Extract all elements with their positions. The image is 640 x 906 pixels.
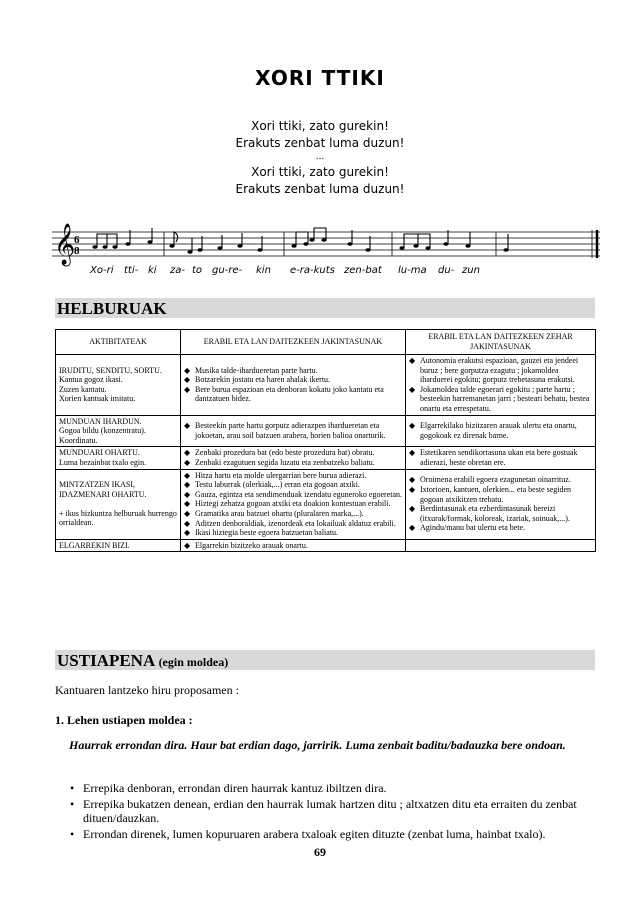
song-lyrics [0,118,640,198]
cross-knowledge-cell [406,415,596,447]
knowledge-cell [181,415,406,447]
list-item: ◆ Gramatika arau batzuei ohartu (pluralaren marka,...). [184,509,402,519]
score-syllable: to [192,265,203,276]
column-header: ERABIL ETA LAN DAITEZKEEN JAKINTASUNAK [181,330,406,355]
section-heading-helburuak: HELBURUAK [55,298,595,318]
list-item: • Errepika denboran, errondan diren haurrak kantuz ibiltzen dira. [68,781,598,795]
knowledge-cell [181,469,406,539]
list-item: ◆ Jokamoldea talde egoerari egokitu ; parte hartu ; besteekin harremanetan jarri ; besteari behatu, bestea onartu eta errespetatu. [409,385,592,414]
list-item: ◆ Elgarrekin bizitzeko arauak onartu. [184,541,402,551]
list-item: ◆ Hitza hartu eta molde ulergarrian bere burua adierazi. [184,471,402,481]
activity-line: + ikus hizkuntza helburuak hurrengo orrialdean. [59,508,177,528]
table-row [56,469,596,539]
activity-line: ELGARREKIN BIZI. [59,540,130,550]
activity-line: MUNDUAN IHARDUN. [59,416,142,426]
section-heading-text: USTIAPENA [57,651,155,670]
activity-line: MUNDUARI OHARTU. [59,448,140,458]
section-heading-ustiapena [55,650,595,670]
music-score [52,210,602,282]
score-syllable: du- [438,265,455,276]
table-row [56,355,596,416]
column-header: AKTIBITATEAK [56,330,181,355]
list-item: ◆ Musika talde-iharduеretan parte hartu. [184,366,402,376]
score-syllable: tti- [124,265,139,276]
activity-line: Kantua gogoz ikasi. [59,375,123,385]
list-item: ◆ Testu laburrak (olerkiak,...) erran eta gogoan atxiki. [184,480,402,490]
svg-text:𝄞: 𝄞 [54,224,76,265]
list-item: ◆ Aditzen denboraldiak, izenordeak eta lokailuak aldatuz erabili. [184,519,402,529]
intro-text: Kantuaren lantzeko hiru proposamen : [55,683,239,697]
list-item: ◆ Zenbaki ezagutuen segida luzatu eta zenbatzeko baliatu. [184,458,402,468]
column-header: ERABIL ETA LAN DAITEZKEEN ZEHAR JAKINTASUNAK [406,330,596,355]
list-item: ◆ Botzarekin jostatu eta haren ahalak ikertu. [184,375,402,385]
list-item: • Errondan direnek, lumen kopuruaren arabera txaloak egiten dituzte (zenbat luma, hainbat txalo). [68,827,598,841]
list-item: ◆ Ikasi hiztegia beste egoera batzuetan baliatu. [184,528,402,538]
knowledge-cell [181,539,406,552]
activity-line: Xorien kantuak imitatu. [59,394,136,404]
cross-knowledge-cell [406,447,596,469]
activity-line: MINTZATZEN IKASI, IDAZMENARI OHARTU. [59,480,147,500]
svg-text:6: 6 [74,234,80,246]
cross-knowledge-cell [406,355,596,416]
score-syllable: zen-bat [344,265,382,276]
section-subheading: (egin moldea) [158,655,229,669]
activity-line: Gogoa bildu (konzentratu). [59,426,146,436]
table-row [56,447,596,469]
list-item: ◆ Hiztegi zehatza gogoan atxiki eta doakion kontestuan erabili. [184,499,402,509]
score-syllable: zun [462,265,480,276]
activity-cell [56,469,181,539]
lyric-line: Erakuts zenbat luma duzun! [235,136,405,150]
score-syllable: ki [148,265,157,276]
activity-line: Koordinatu. [59,435,98,445]
list-item: • Errepika bukatzen denean, erdian den haurrak lumak hartzen ditu ; altxatzen ditu eta erraiten du zenbat dituen/dauzkan. [68,797,598,825]
table-row [56,539,596,552]
treble-clef-icon [54,223,75,266]
activity-line: IRUDITU, SENDITU, SORTU. [59,365,162,375]
cross-knowledge-cell [406,469,596,539]
table-header-row [56,330,596,355]
activity-line: Zuzen kantatu. [59,384,107,394]
list-item: ◆ Autonomia erakutsi espazioan, gauzei eta jendeei buruz ; bere gorputza ezagutu ; jokamoldea iharduerei egokitu; gorputz trebetasuna erakutsi. [409,356,592,385]
score-syllable: Xo-ri [90,265,114,276]
score-syllable: za- [170,265,185,276]
activity-cell [56,539,181,552]
step-description: Haurrak errondan dira. Haur bat erdian dago, jarririk. Luma zenbait baditu/badauzka bere ondoan. [69,738,566,752]
cross-knowledge-cell [406,539,596,552]
list-item: ◆ Ixtorioen, kantuen, olerkien... eta beste segiden gogoan atxikitzen trebatu. [409,485,592,504]
activity-line: Luma bezainbat txalo egin. [59,457,147,467]
activity-cell [56,415,181,447]
knowledge-cell [181,355,406,416]
list-item: ◆ Bere burua espazioan eta denboran kokatu joko kantatu eta dantzatuen bidez. [184,385,402,404]
list-item: ◆ Berdintasunak eta ezberdintasunak bereizi (itxurak/formak, koloreak, izariak, soinuak,...). [409,504,592,523]
step-title: 1. Lehen ustiapen moldea : [55,713,193,727]
page-title: XORI TTIKI [255,66,385,90]
score-syllable: e-ra-kuts [290,265,335,276]
instructions-list [68,781,598,843]
activity-cell [56,447,181,469]
score-syllable: lu-ma [398,265,427,276]
list-item: ◆ Besteekin parte hartu gorputz adierazpen iharduеretan eta jokoetan, arau soil batzuen arabera, horien balioa onarturik. [184,421,402,440]
score-syllable: kin [256,265,271,276]
list-item: ◆ Agindu/manu bat ulertu eta bete. [409,523,592,533]
list-item: ◆ Elgarrekilako bizitzaren arauak ulertu eta onartu, gogokoak ez direnak barne. [409,421,592,440]
svg-text:8: 8 [74,245,80,257]
list-item: ◆ Oroimena erabili egoera ezagunetan oinarrituz. [409,475,592,485]
knowledge-cell [181,447,406,469]
lyric-ellipsis: ... [315,152,325,162]
activity-cell [56,355,181,416]
list-item: ◆ Gauza, egintza eta sendimenduak izendatu eguneroko egoeretan. [184,490,402,500]
score-syllable: gu-re- [212,265,243,276]
list-item: ◆ Zenbaki prozedura bat (edo beste prozedura bat) obratu. [184,448,402,458]
page-number: 69 [314,845,326,859]
lyric-line: Erakuts zenbat luma duzun! [235,182,405,196]
objectives-table [55,329,596,552]
list-item: ◆ Estetikaren sendikortasuna ukan eta bere gostuak adierazi, beste obretan ere. [409,448,592,467]
lyric-line: Xori ttiki, zato gurekin! [251,119,389,133]
lyric-line: Xori ttiki, zato gurekin! [251,165,389,179]
table-row [56,415,596,447]
